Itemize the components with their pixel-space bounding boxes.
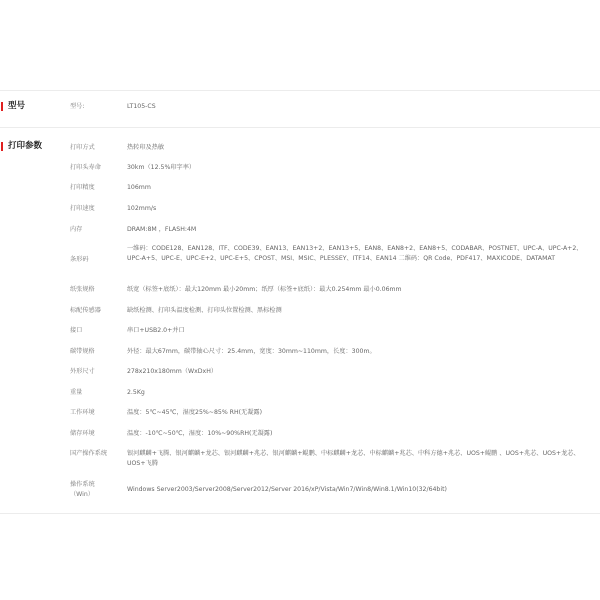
spec-label: 国产操作系统 bbox=[70, 450, 108, 457]
spec-label: 纸张规格 bbox=[70, 286, 95, 293]
spec-label: 标配传感器 bbox=[70, 307, 101, 314]
spec-label: 打印精度 bbox=[70, 184, 95, 191]
spec-label: 工作环境 bbox=[70, 409, 95, 416]
spec-label: 储存环境 bbox=[70, 430, 95, 437]
spec-value: 温度：-10℃~50℃，湿度：10%~90%RH(无凝露) bbox=[127, 430, 273, 437]
section-divider bbox=[0, 127, 600, 128]
spec-value: 106mm bbox=[127, 184, 151, 191]
spec-value: 一维码：CODE128、EAN128、ITF、CODE39、EAN13、EAN13+2、EAN13+5、EAN8、EAN8+2、EAN8+5、CODABAR、POSTNET、UPC-A、UPC-A+2、UPC-A+5、UPC-E、UPC-E+2、UPC-E+5、CPOST、MSI、MSIC、PLESSEY、ITF14、EAN14 二维码：QR Code、PDF417、MAXICODE、DATAMAT bbox=[127, 245, 583, 262]
spec-value: 热转印及热敏 bbox=[127, 144, 165, 151]
spec-value: 缺纸检测、打印头温度检测、打印头位置检测、黑标检测 bbox=[127, 307, 282, 314]
spec-label: 打印速度 bbox=[70, 205, 95, 212]
spec-value: 2.5Kg bbox=[127, 389, 145, 396]
spec-label: 条形码 bbox=[70, 256, 89, 263]
spec-label: 接口 bbox=[70, 327, 83, 334]
spec-label: 碳带规格 bbox=[70, 348, 95, 355]
section-title: 型号 bbox=[0, 100, 25, 112]
spec-label: 打印头寿命 bbox=[70, 164, 101, 171]
spec-value: 102mm/s bbox=[127, 205, 157, 212]
spec-label: 型号: bbox=[70, 103, 85, 110]
spec-label: 打印方式 bbox=[70, 144, 95, 151]
spec-label: 内存 bbox=[70, 226, 83, 233]
spec-value: 温度：5℃~45℃，湿度25%~85% RH(无凝露) bbox=[127, 409, 263, 416]
section-title: 打印参数 bbox=[0, 140, 42, 152]
spec-value: 278x210x180mm（WxDxH） bbox=[127, 368, 218, 375]
spec-value: Windows Server2003/Server2008/Server2012/Server 2016/xP/Vista/Win7/Win8/Win8.1/Win10(32/64bit) bbox=[127, 486, 447, 493]
spec-value: LT105-CS bbox=[127, 103, 156, 110]
spec-value: 30km（12.5%印字率） bbox=[127, 164, 196, 171]
spec-label: 外形尺寸 bbox=[70, 368, 95, 375]
bottom-divider bbox=[0, 513, 600, 514]
spec-value: 银河麒麟+飞腾、银河麒麟+龙芯、银河麒麟+兆芯、银河麒麟+鲲鹏、中标麒麟+龙芯、中标麒麟+兆芯、中科方德+兆芯、UOS+鲲鹏 、UOS+兆芯、UOS+龙芯、UOS+飞腾 bbox=[127, 450, 580, 467]
spec-value: 纸宽（标签+底纸）：最大120mm 最小20mm；纸厚（标签+底纸）：最大0.254mm 最小0.06mm bbox=[127, 286, 402, 293]
spec-label: 重量 bbox=[70, 389, 83, 396]
spec-value: DRAM:8M ，FLASH:4M bbox=[127, 226, 197, 233]
top-divider bbox=[0, 90, 600, 91]
spec-label: 操作系统 （Win） bbox=[70, 481, 95, 498]
spec-value: 外径：最大67mm，碳带轴心尺寸：25.4mm，宽度：30mm~110mm，长度：300m。 bbox=[127, 348, 376, 355]
spec-value: 串口+USB2.0+并口 bbox=[127, 327, 185, 334]
